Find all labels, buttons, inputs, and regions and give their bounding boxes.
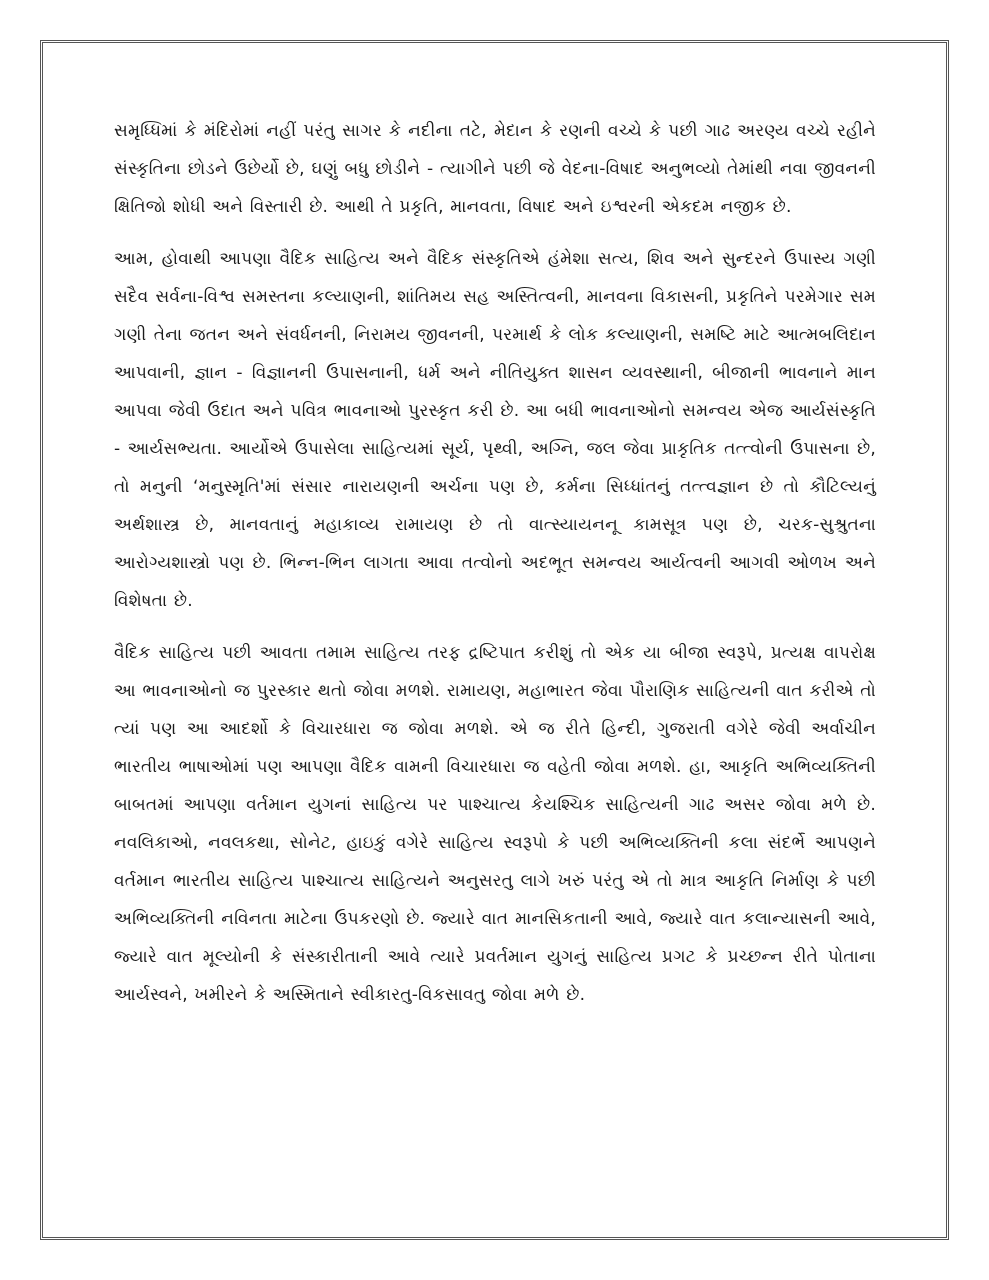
document-body	[114, 112, 876, 1028]
paragraph-1: સમૃધ્ધિમાં કે મંદિરોમાં નહીં પરંતુ સાગર કે નદીના તટે, મેદાન કે રણની વચ્ચે કે પછી ગાઢ અરણ્ય વચ્ચે રહીને સંસ્કૃતિના છોડને ઉછેર્યો છે, ઘણું બધુ છોડીને - ત્યાગીને પછી જે વેદના-વિષાદ અનુભવ્યો તેમાંથી નવા જીવનની ક્ષિતિજો શોધી અને વિસ્તારી છે. આથી તે પ્રકૃતિ, માનવતા, વિષાદ અને ઇશ્વરની એકદમ નજીક છે.	[114, 121, 876, 217]
paragraph-2: આમ, હોવાથી આપણા વૈદિક સાહિત્ય અને વૈદિક સંસ્કૃતિએ હંમેશા સત્ય, શિવ અને સુન્દરને ઉપાસ્ય ગણી સદૈવ સર્વના-વિશ્વ સમસ્તના કલ્યાણની, શાંતિમય સહ અસ્તિત્વની, માનવના વિકાસની, પ્રકૃતિને પરમેગાર સમ ગણી તેના જતન અને સંવર્ધનની, નિરામય જીવનની, પરમાર્થ કે લોક કલ્યાણની, સમષ્ટિ માટે આત્મબલિદાન આપવાની, જ્ઞાન - વિજ્ઞાનની ઉપાસનાની, ધર્મ અને નીતિયુક્ત શાસન વ્યવસ્થાની, બીજાની ભાવનાને માન આપવા જેવી ઉદાત અને પવિત્ર ભાવનાઓ પુરસ્કૃત કરી છે. આ બધી ભાવનાઓનો સમન્વય એજ આર્યસંસ્કૃતિ - આર્યસભ્યતા. આર્યોએ ઉપાસેલા સાહિત્યમાં સૂર્ય, પૃથ્વી, અગ્નિ, જલ જેવા પ્રાકૃતિક તત્ત્વોની ઉપાસના છે, તો મનુની ‘મનુસ્મૃતિ'માં સંસાર નારાયણની અર્ચના પણ છે, કર્મના સિધ્ધાંતનું તત્ત્વજ્ઞાન છે તો કૌટિલ્યનું અર્થશાસ્ત્ર છે, માનવતાનું મહાકાવ્ય રામાયણ છે તો વાત્સ્યાયનનૂ કામસૂત્ર પણ છે, ચરક-સુશ્રુતના આરોગ્યશાસ્ત્રો પણ છે. ભિન્ન-ભિન લાગતા આવા તત્વોનો અદભૂત સમન્વય આર્યત્વની આગવી ઓળખ અને વિશેષતા છે.	[114, 249, 876, 611]
paragraph-3: વૈદિક સાહિત્ય પછી આવતા તમામ સાહિત્ય તરફ દ્રષ્ટિપાત કરીશું તો એક યા બીજા સ્વરૂપે, પ્રત્યક્ષ વાપરોક્ષ આ ભાવનાઓનો જ પુરસ્કાર થતો જોવા મળશે. રામાયણ, મહાભારત જેવા પૌરાણિક સાહિત્યની વાત કરીએ તો ત્યાં પણ આ આદર્શો કે વિચારધારા જ જોવા મળશે. એ જ રીતે હિન્દી, ગુજરાતી વગેરે જેવી અર્વાચીન ભારતીય ભાષાઓમાં પણ આપણા વૈદિક વામની વિચારધારા જ વહેતી જોવા મળશે. હા, આકૃતિ અભિવ્યક્તિની બાબતમાં આપણા વર્તમાન યુગનાં સાહિત્ય પર પાશ્ચાત્ય કેયશ્ચિક સાહિત્યની ગાઢ અસર જોવા મળે છે. નવલિકાઓ, નવલકથા, સોનેટ, હાઇકું વગેરે સાહિત્ય સ્વરૂપો કે પછી અભિવ્યક્તિની કલા સંદર્ભે આપણને વર્તમાન ભારતીય સાહિત્ય પાશ્ચાત્ય સાહિત્યને અનુસરતુ લાગે ખરું પરંતુ એ તો માત્ર આકૃતિ નિર્માણ કે પછી અભિવ્યક્તિની નવિનતા માટેના ઉપકરણો છે. જ્યારે વાત માનસિકતાની આવે, જ્યારે વાત કલાન્યાસની આવે, જ્યારે વાત મૂલ્યોની કે સંસ્કારીતાની આવે ત્યારે પ્રવર્તમાન યુગનું સાહિત્ય પ્રગટ કે પ્રચ્છન્ન રીતે પોતાના આર્યસ્વને, ખમીરને કે અસ્મિતાને સ્વીકારતુ-વિકસાવતુ જોવા મળે છે.	[114, 643, 876, 1005]
